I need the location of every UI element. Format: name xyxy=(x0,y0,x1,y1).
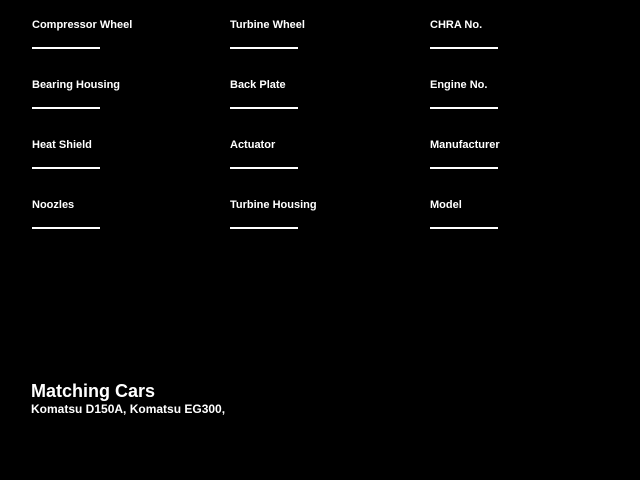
field-model xyxy=(430,199,590,229)
field-label-heat-shield: Heat Shield xyxy=(32,139,92,151)
field-label-manufacturer: Manufacturer xyxy=(430,139,500,151)
field-chra-no xyxy=(430,19,590,49)
field-value-underline xyxy=(32,47,100,49)
matching-cars-list: Komatsu D150A, Komatsu EG300, xyxy=(31,402,226,416)
field-label-noozles: Noozles xyxy=(32,199,75,211)
field-noozles xyxy=(32,199,192,229)
field-engine-no xyxy=(430,79,590,109)
field-label-bearing-housing: Bearing Housing xyxy=(32,79,121,91)
field-label-turbine-housing: Turbine Housing xyxy=(230,199,317,211)
field-value-underline xyxy=(230,107,298,109)
matching-cars-section xyxy=(31,381,225,416)
field-manufacturer xyxy=(430,139,590,169)
field-actuator xyxy=(230,139,390,169)
field-value-underline xyxy=(430,107,498,109)
field-value-underline xyxy=(430,47,498,49)
field-label-engine-no: Engine No. xyxy=(430,79,488,91)
matching-cars-heading: Matching Cars xyxy=(31,381,156,401)
field-label-back-plate: Back Plate xyxy=(230,79,286,91)
field-label-compressor-wheel: Compressor Wheel xyxy=(32,19,133,31)
field-label-chra-no: CHRA No. xyxy=(430,19,483,31)
field-back-plate xyxy=(230,79,390,109)
field-value-underline xyxy=(430,227,498,229)
field-bearing-housing xyxy=(32,79,192,109)
field-label-actuator: Actuator xyxy=(230,139,276,151)
field-turbine-wheel xyxy=(230,19,390,49)
field-value-underline xyxy=(230,227,298,229)
field-turbine-housing xyxy=(230,199,390,229)
field-compressor-wheel xyxy=(32,19,192,49)
field-value-underline xyxy=(230,167,298,169)
field-value-underline xyxy=(32,227,100,229)
field-value-underline xyxy=(230,47,298,49)
field-value-underline xyxy=(32,107,100,109)
field-heat-shield xyxy=(32,139,192,169)
field-label-turbine-wheel: Turbine Wheel xyxy=(230,19,305,31)
field-value-underline xyxy=(32,167,100,169)
field-value-underline xyxy=(430,167,498,169)
field-label-model: Model xyxy=(430,199,462,211)
